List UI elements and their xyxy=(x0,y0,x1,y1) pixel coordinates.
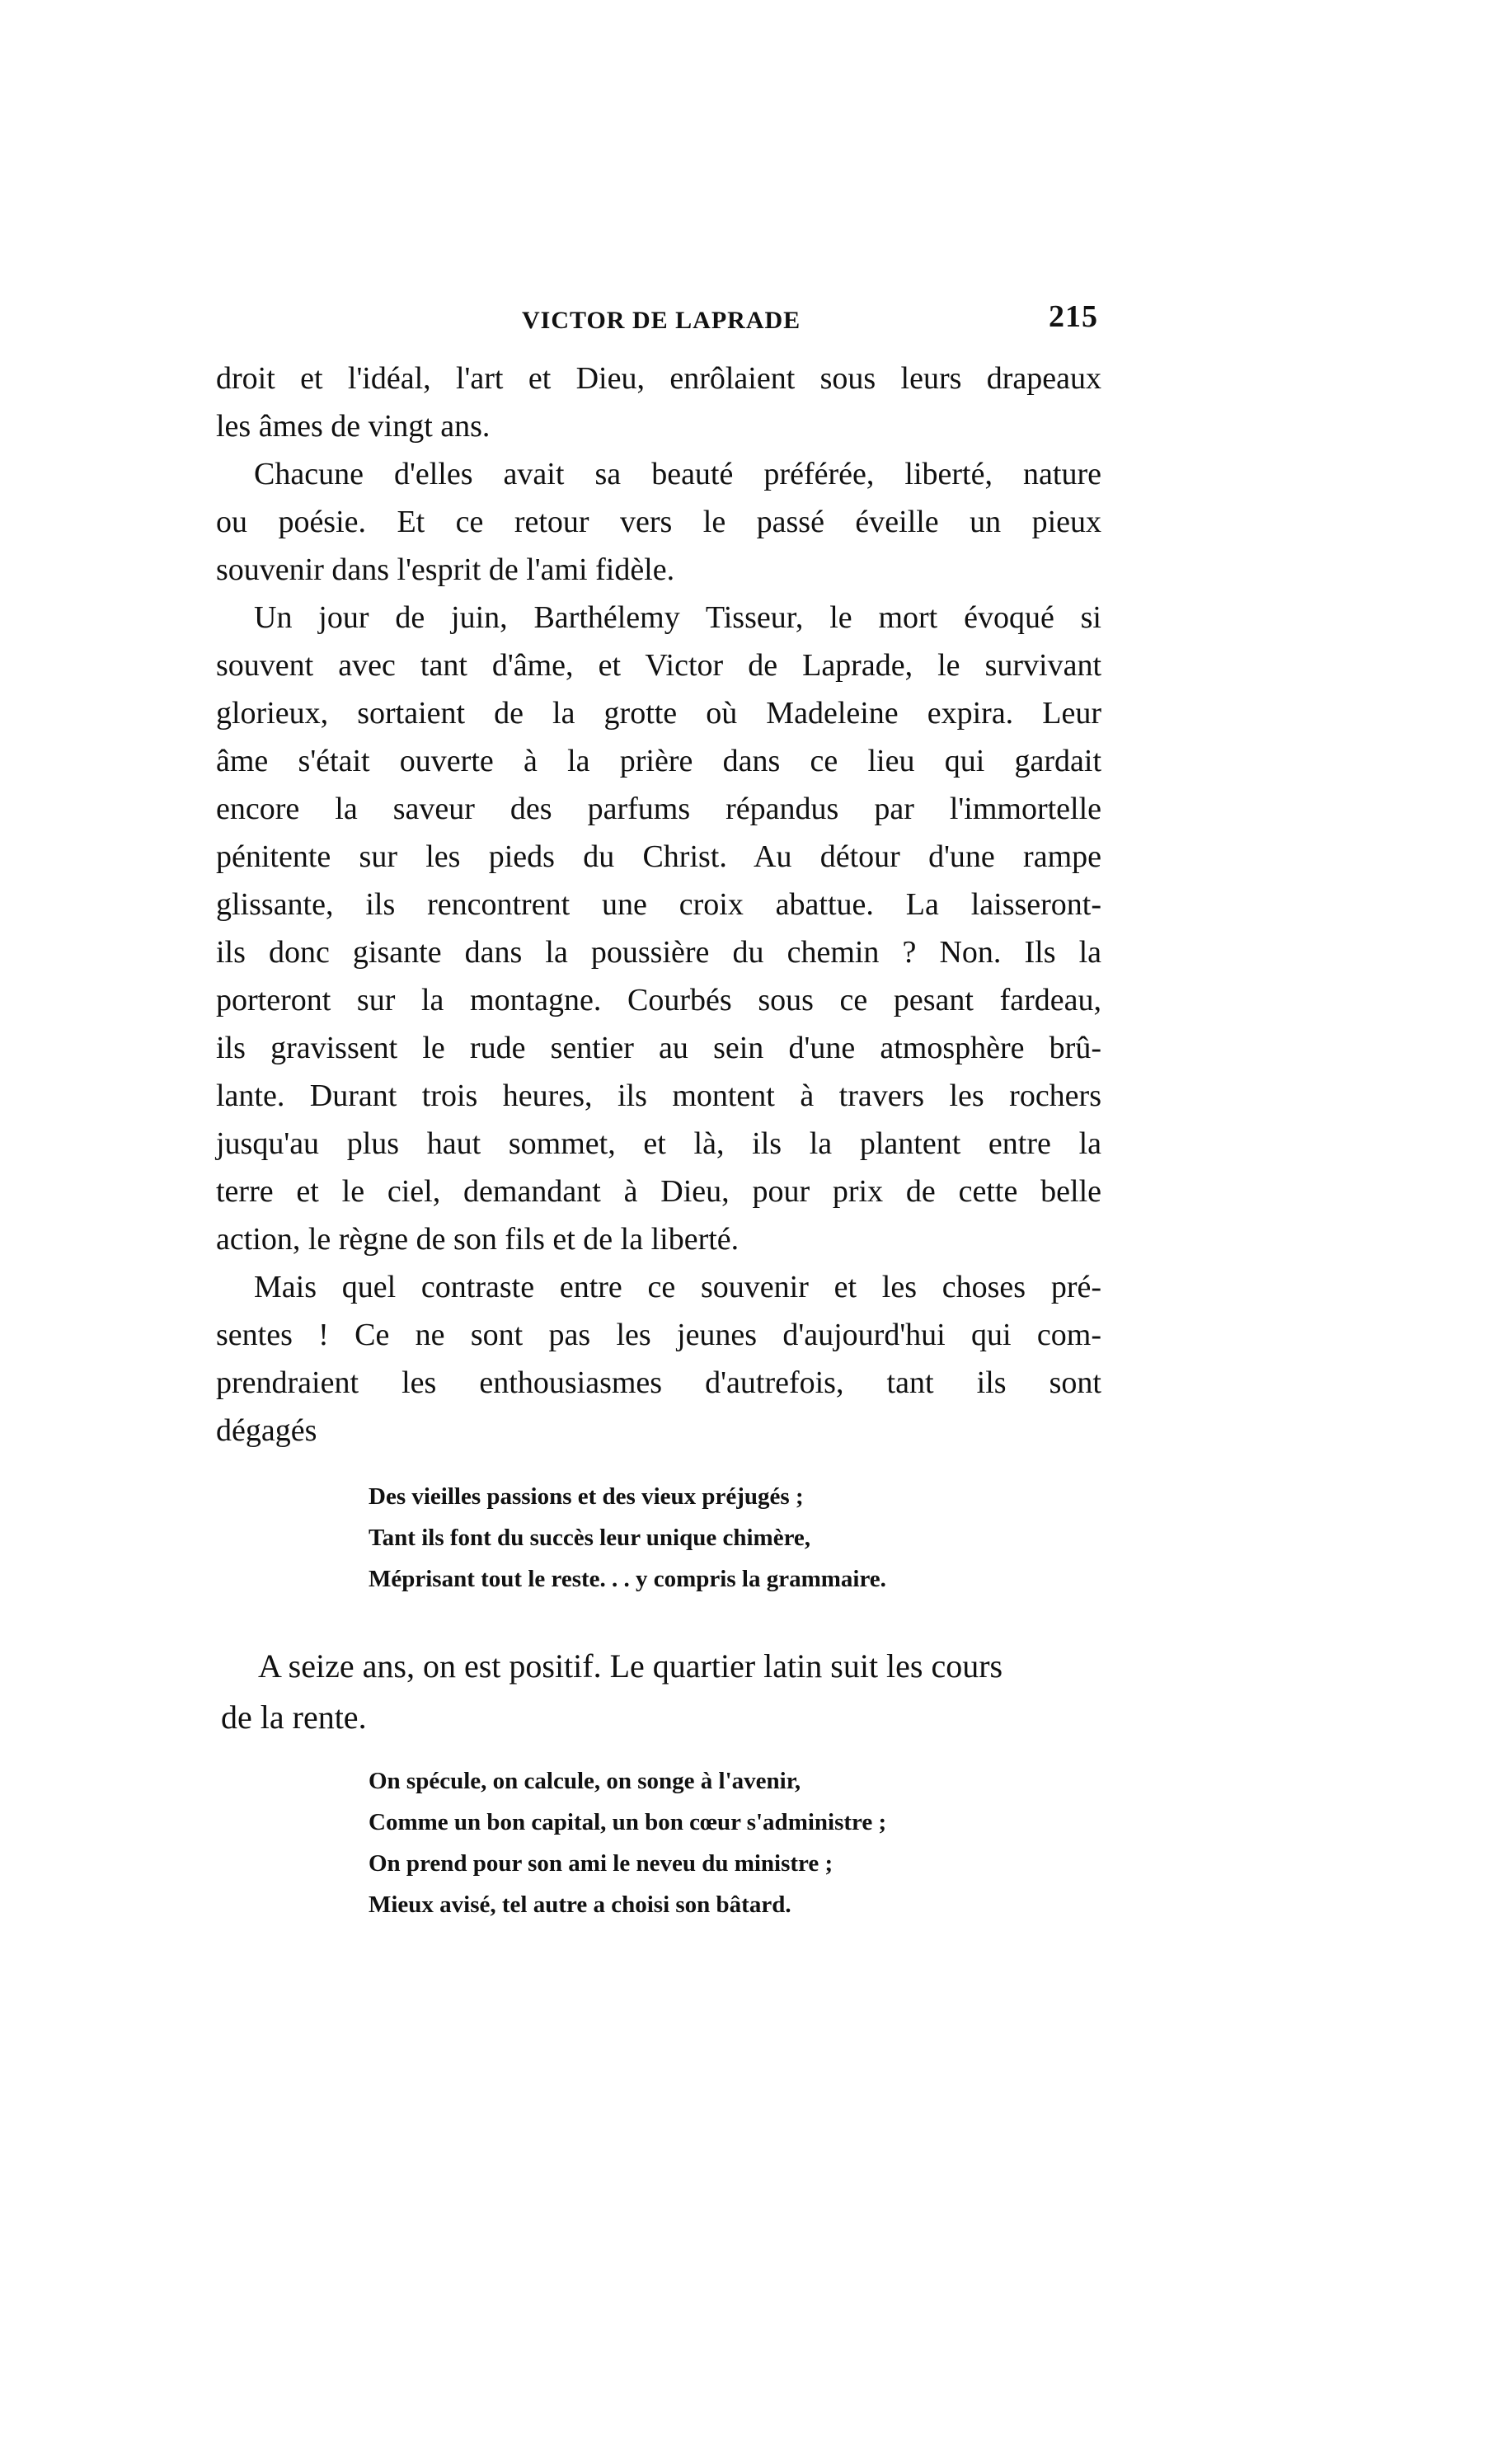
text-line: encore la saveur des parfums répandus par l'immortelle xyxy=(216,792,1101,826)
text-line: souvent avec tant d'âme, et Victor de Laprade, le survivant xyxy=(216,648,1101,683)
verse-line: Mieux avisé, tel autre a choisi son bâtard. xyxy=(369,1891,791,1918)
text-line: porteront sur la montagne. Courbés sous ce pesant fardeau, xyxy=(216,983,1101,1017)
text-line: ou poésie. Et ce retour vers le passé éveille un pieux xyxy=(216,505,1101,539)
text-line: de la rente. xyxy=(221,1699,367,1736)
text-line: action, le règne de son fils et de la liberté. xyxy=(216,1222,740,1257)
running-title: VICTOR DE LAPRADE xyxy=(522,307,801,334)
body-text xyxy=(216,355,1101,1454)
text-line: ils gravissent le rude sentier au sein d'une atmosphère brû- xyxy=(216,1031,1101,1065)
verse-line: On prend pour son ami le neveu du ministre ; xyxy=(369,1850,833,1877)
text-line: ils donc gisante dans la poussière du chemin ? Non. Ils la xyxy=(216,935,1101,970)
verse-quote-1 xyxy=(369,1476,886,1600)
text-line: souvenir dans l'esprit de l'ami fidèle. xyxy=(216,552,675,587)
text-line: pénitente sur les pieds du Christ. Au détour d'une rampe xyxy=(216,839,1101,874)
text-line: glissante, ils rencontrent une croix abattue. La laisseront- xyxy=(216,887,1101,922)
verse-line: On spécule, on calcule, on songe à l'avenir, xyxy=(369,1768,801,1794)
text-line: jusqu'au plus haut sommet, et là, ils la plantent entre la xyxy=(216,1126,1101,1161)
text-line: sentes ! Ce ne sont pas les jeunes d'aujourd'hui qui com- xyxy=(216,1318,1101,1352)
text-line: prendraient les enthousiasmes d'autrefois, tant ils sont xyxy=(216,1365,1101,1400)
text-line: Chacune d'elles avait sa beauté préférée, liberté, nature xyxy=(254,457,1101,491)
verse-line: Des vieilles passions et des vieux préjugés ; xyxy=(369,1483,804,1510)
text-line: les âmes de vingt ans. xyxy=(216,409,491,444)
text-line: lante. Durant trois heures, ils montent à travers les rochers xyxy=(216,1078,1101,1113)
verse-line: Tant ils font du succès leur unique chimère, xyxy=(369,1525,811,1551)
verse-quote-2 xyxy=(369,1760,886,1925)
text-line: Un jour de juin, Barthélemy Tisseur, le mort évoqué si xyxy=(254,600,1101,635)
paragraph-seize-ans xyxy=(221,1641,1101,1743)
verse-line: Comme un bon capital, un bon cœur s'administre ; xyxy=(369,1809,887,1835)
page-number: 215 xyxy=(1049,299,1098,334)
text-line: âme s'était ouverte à la prière dans ce lieu qui gardait xyxy=(216,744,1101,778)
text-line: dégagés xyxy=(216,1413,317,1448)
text-line: droit et l'idéal, l'art et Dieu, enrôlaient sous leurs drapeaux xyxy=(216,361,1101,396)
text-line: Mais quel contraste entre ce souvenir et les choses pré- xyxy=(254,1270,1101,1304)
text-line: terre et le ciel, demandant à Dieu, pour prix de cette belle xyxy=(216,1174,1101,1209)
verse-line: Méprisant tout le reste. . . y compris la grammaire. xyxy=(369,1566,886,1592)
text-line: glorieux, sortaient de la grotte où Madeleine expira. Leur xyxy=(216,696,1101,731)
text-line: A seize ans, on est positif. Le quartier latin suit les cours xyxy=(258,1647,1003,1685)
